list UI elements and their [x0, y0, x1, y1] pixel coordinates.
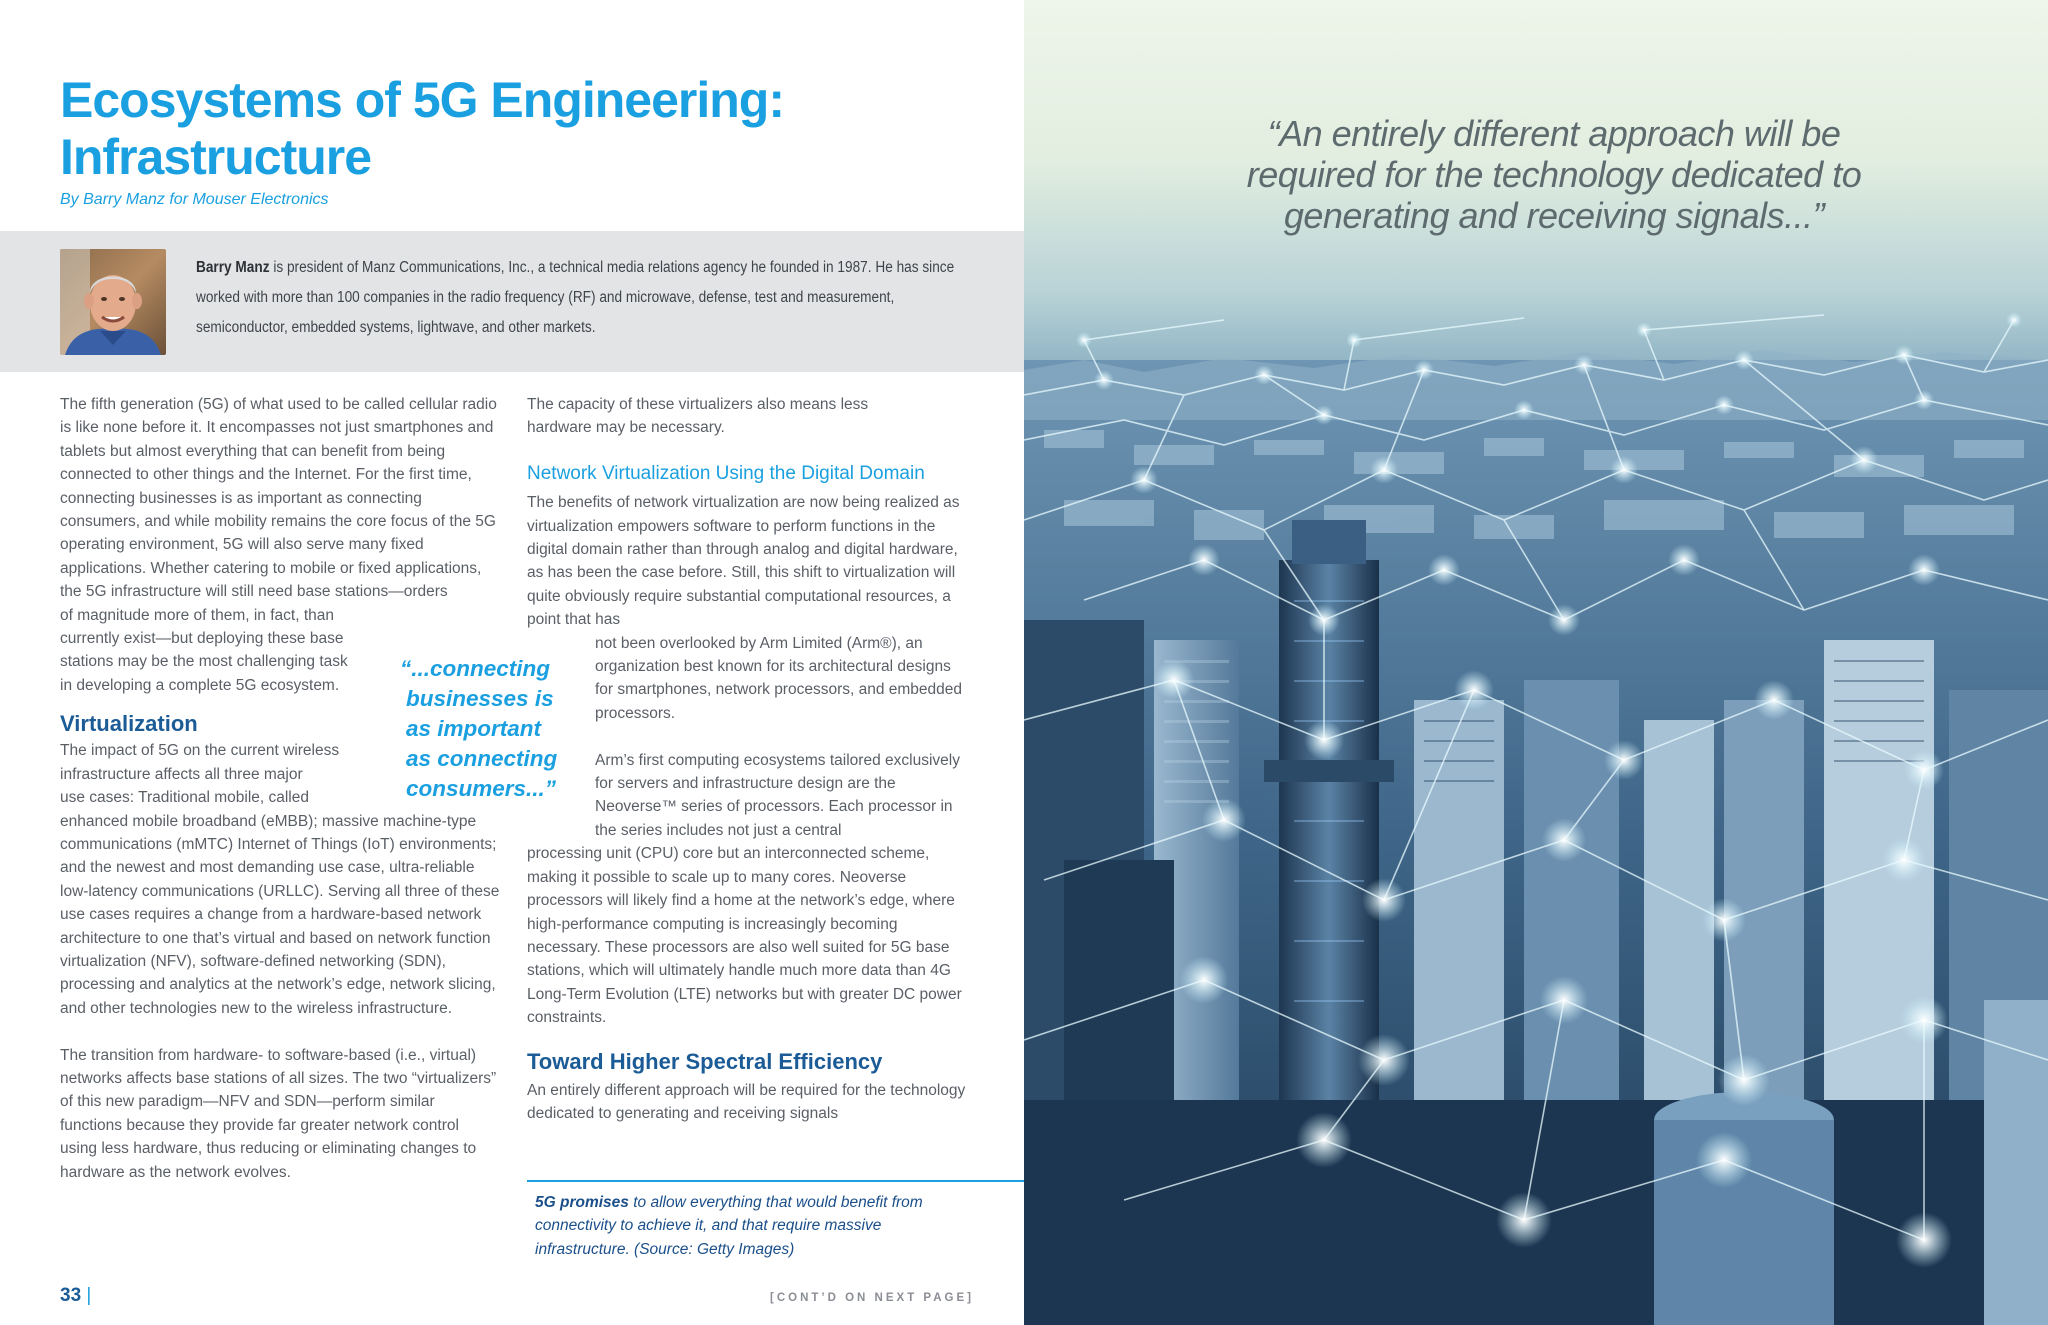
- caption-text: to allow everything that would benefit from connectivity to achieve it, and that require massive infrastructure. (Source: Getty Images): [535, 1194, 923, 1258]
- page-separator: |: [86, 1285, 92, 1306]
- paragraph-wrap: [60, 739, 370, 809]
- column-2: [527, 393, 967, 1149]
- photo-quote-line: generating and receiving signals...”: [1283, 195, 1825, 236]
- heading-network-virtualization: Network Virtualization Using the Digital Domain: [527, 463, 925, 485]
- photo-quote-line: “An entirely different approach will be: [1267, 113, 1841, 154]
- page-number: [60, 1285, 91, 1307]
- paragraph: The capacity of these virtualizers also means less hardware may be necessary.: [527, 396, 869, 437]
- paragraph: [60, 393, 500, 604]
- article-title: [60, 72, 960, 186]
- image-caption: [535, 1191, 975, 1261]
- author-bio-description: is president of Manz Communications, Inc., a technical media relations agency he founded in 1987. He has since worked with more than 100 companies in the radio frequency (RF) and microwave, defense, test and measurement, semiconductor, embedded systems, lightwave, and other markets.: [196, 259, 955, 336]
- caption-rule: [527, 1180, 1024, 1182]
- caption-bold: 5G promises: [535, 1194, 629, 1211]
- paragraph: Arm’s first computing ecosystems tailored exclusively for servers and infrastructure design are the Neoverse™ series of processors. Each processor in the series includes not just a central: [595, 751, 960, 839]
- title-line-1: Ecosystems of 5G Engineering:: [60, 72, 784, 128]
- paragraph: not been overlooked by Arm Limited (Arm®), an organization best known for its architectural designs for smartphones, network processors, and embedded processors.: [595, 634, 963, 722]
- text-line: The impact of 5G on the current wireless: [60, 742, 340, 760]
- text-line: infrastructure affects all three major: [60, 765, 303, 783]
- pull-quote-line: businesses is: [406, 686, 554, 711]
- pull-quote-line: consumers...”: [406, 776, 557, 801]
- pull-quote-line: as important: [406, 716, 542, 741]
- author-photo: [60, 249, 166, 355]
- pull-quote-line: “...connecting: [400, 656, 551, 681]
- author-bio-text: [196, 253, 984, 343]
- heading-virtualization: Virtualization: [60, 711, 198, 737]
- text-line: use cases: Traditional mobile, called: [60, 789, 309, 807]
- paragraph: The transition from hardware- to software-based (i.e., virtual) networks affects base stations of all sizes. The two “virtualizers” of this new paradigm—NFV and SDN—perform similar functions because they provide far greater network control using less hardware, thus reducing or eliminating changes to hardware as the network evolves.: [60, 1046, 497, 1181]
- pull-quote-line: as connecting: [406, 746, 558, 771]
- paragraph: An entirely different approach will be required for the technology dedicated to generating and receiving signals: [527, 1081, 966, 1123]
- text-line: of magnitude more of them, in fact, than: [60, 606, 334, 624]
- author-bio-box: [0, 231, 1024, 372]
- paragraph: [527, 491, 967, 631]
- paragraph-text: The benefits of network virtualization are now being realized as virtualization empowers software to perform functions in the digital domain rather than through analog and digital hardware, as has been the case before. Still, this shift to virtualization will quite obviously require substantial computational resources, a point that has: [527, 494, 960, 629]
- author-name: Barry Manz: [196, 259, 270, 276]
- paragraph: processing unit (CPU) core but an interconnected scheme, making it possible to scale up to many cores. Neoverse processors will likely find a home at the network’s edge, where high-performance computing is increasingly becoming necessary. These processors are also well suited for 5G base stations, which will ultimately handle much more data than 4G Long-Term Evolution (LTE) networks but with greater DC power constraints.: [527, 845, 962, 1027]
- page-number-value: 33: [60, 1285, 82, 1306]
- text-line: stations may be the most challenging task: [60, 653, 348, 671]
- city-network-photo: [1024, 0, 2048, 1325]
- text-line: currently exist—but deploying these base: [60, 630, 344, 648]
- photo-quote-line: required for the technology dedicated to: [1246, 154, 1862, 195]
- paragraph: enhanced mobile broadband (eMBB); massive machine-type communications (mMTC) Internet of Things (IoT) environments; and the newest and most demanding use case, ultra-reliable low-latency communications (URLLC). Serving all three of these use cases requires a change from a hardware-based network architecture to one that’s virtual and based on network function virtualization (NFV), software-defined networking (SDN), processing and analytics at the network’s edge, network slicing, and other technologies new to the wireless infrastructure.: [60, 812, 500, 1017]
- photo-pull-quote: [1194, 113, 1914, 236]
- continued-notice: [CONT’D ON NEXT PAGE]: [770, 1292, 974, 1304]
- paragraph-wrap: [60, 604, 370, 698]
- text-line: in developing a complete 5G ecosystem.: [60, 676, 340, 694]
- paragraph-text: The fifth generation (5G) of what used to be called cellular radio is like none before it. It encompasses not just smartphones and tablets but almost everything that can benefit from being connected to other things and the Internet. For the first time, connecting businesses is as important as connecting consumers, and while mobility remains the core focus of the 5G operating environment, 5G will also serve many fixed applications. Whether catering to mobile or fixed applications, the 5G infrastructure will still need base stations—orders: [60, 396, 497, 601]
- heading-spectral-efficiency: Toward Higher Spectral Efficiency: [527, 1048, 883, 1074]
- byline: By Barry Manz for Mouser Electronics: [60, 191, 329, 208]
- title-line-2: Infrastructure: [60, 129, 372, 185]
